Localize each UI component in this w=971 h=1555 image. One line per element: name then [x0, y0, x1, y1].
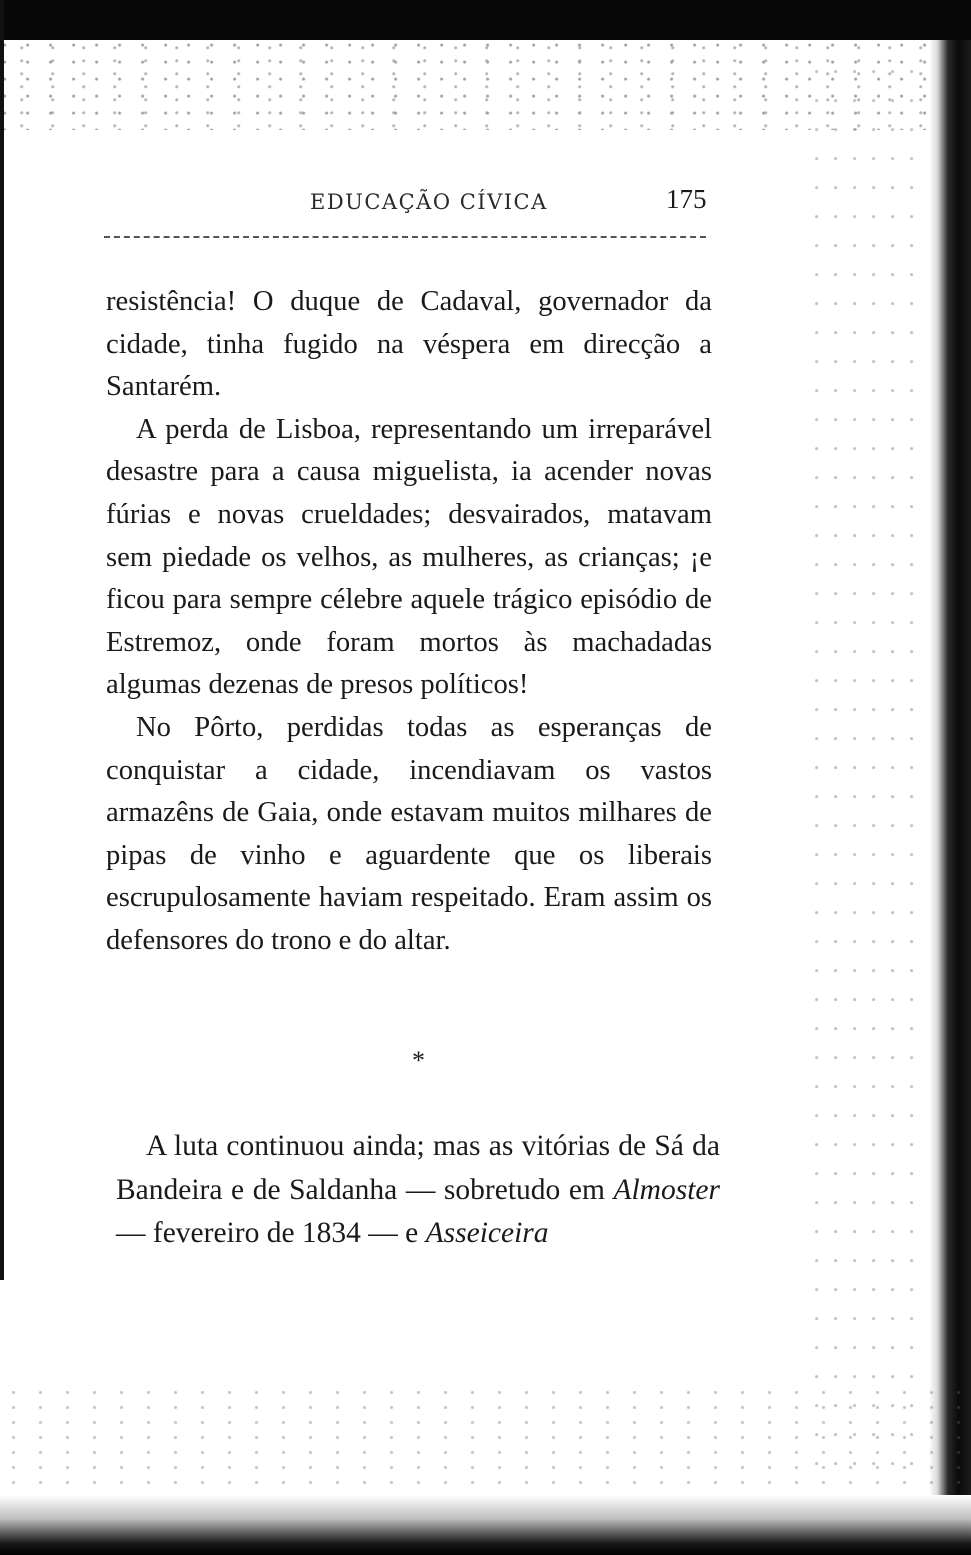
- closing-paragraph: [116, 1125, 720, 1256]
- running-title: EDUCAÇÃO CÍVICA: [310, 190, 548, 214]
- paragraph-porto: No Pôrto, perdidas todas as esperanças de conquistar a cidade, incendiavam os vastos armazêns de Gaia, onde estavam muitos milhares de pipas de vinho e aguardente que os liberais escrupulosamente haviam respeitado. Eram assim os defensores do trono e do altar.: [106, 711, 712, 956]
- section-separator: *: [412, 1046, 425, 1075]
- place-almoster: Almoster: [613, 1173, 720, 1206]
- scan-edge-left: [0, 0, 4, 1280]
- closing-text-1: A luta continuou ainda; mas as vitórias de Sá da Bandeira e de Saldanha — sobretudo em: [116, 1130, 720, 1206]
- scan-edge-bottom: [0, 1495, 971, 1555]
- scan-edge-top: [0, 0, 971, 40]
- closing-text: [116, 1125, 720, 1256]
- paragraph-continuation: resistência! O duque de Cadaval, governador da cidade, tinha fugido na véspera em direcção a Santarém.: [106, 286, 712, 403]
- header-rule: [104, 236, 706, 238]
- page-number: 175: [666, 184, 707, 214]
- body-text: [106, 281, 712, 963]
- paragraph-lisboa: A perda de Lisboa, representando um irreparável desastre para a causa miguelista, ia acender novas fúrias e novas crueldades; desvairados, matavam sem piedade os velhos, as mulheres, as crianças; ¡e ficou para sempre célebre aquele trágico episódio de Estremoz, onde foram mortos às machadadas algumas dezenas de presos políticos!: [106, 413, 712, 701]
- closing-text-2: — fevereiro de 1834 — e: [116, 1217, 426, 1249]
- scan-noise-right: [809, 60, 929, 1480]
- place-asseiceira: Asseiceira: [425, 1217, 549, 1249]
- scan-noise-bottom: [0, 1385, 971, 1495]
- scan-edge-right: [929, 40, 971, 1500]
